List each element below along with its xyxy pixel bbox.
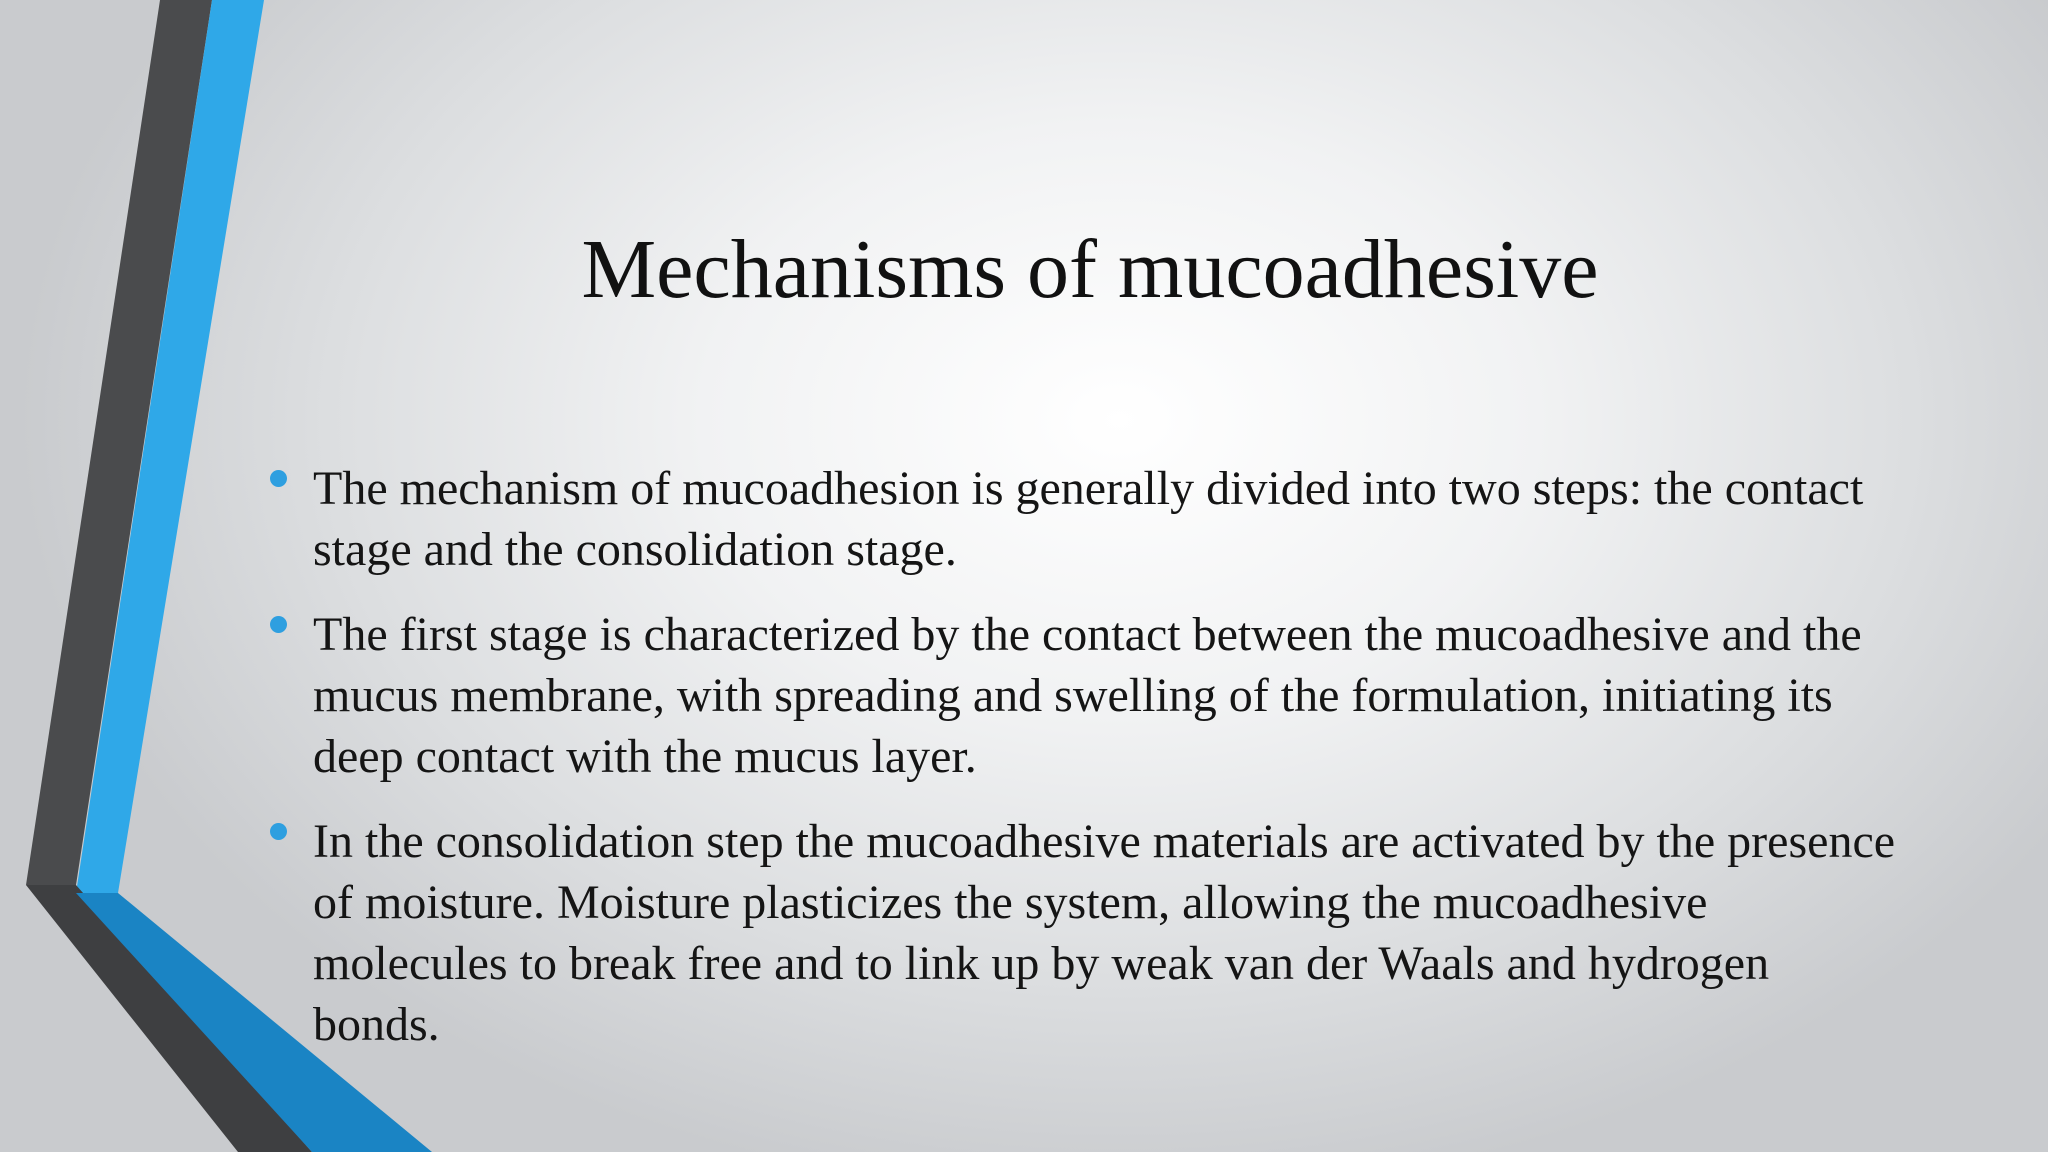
- bullet-list: [262, 458, 1902, 1079]
- bullet-text: The first stage is characterized by the contact between the mucoadhesive and the mucus membrane, with spreading and swelling of the formulation, initiating its deep contact with the mucus layer.: [313, 608, 1862, 783]
- bullet-item: [262, 811, 1902, 1055]
- bullet-item: [262, 604, 1902, 787]
- bullet-dot-icon: [270, 470, 287, 487]
- bullet-text: The mechanism of mucoadhesion is generally divided into two steps: the contact stage and the consolidation stage.: [313, 462, 1864, 576]
- bullet-item: [262, 458, 1902, 580]
- bullet-dot-icon: [270, 823, 287, 840]
- bullet-text: In the consolidation step the mucoadhesive materials are activated by the presence of moisture. Moisture plasticizes the system, allowing the mucoadhesive molecules to break free and to link up by weak van der Waals and hydrogen bonds.: [313, 815, 1896, 1051]
- bullet-dot-icon: [270, 616, 287, 633]
- slide-title: Mechanisms of mucoadhesive: [581, 223, 1599, 316]
